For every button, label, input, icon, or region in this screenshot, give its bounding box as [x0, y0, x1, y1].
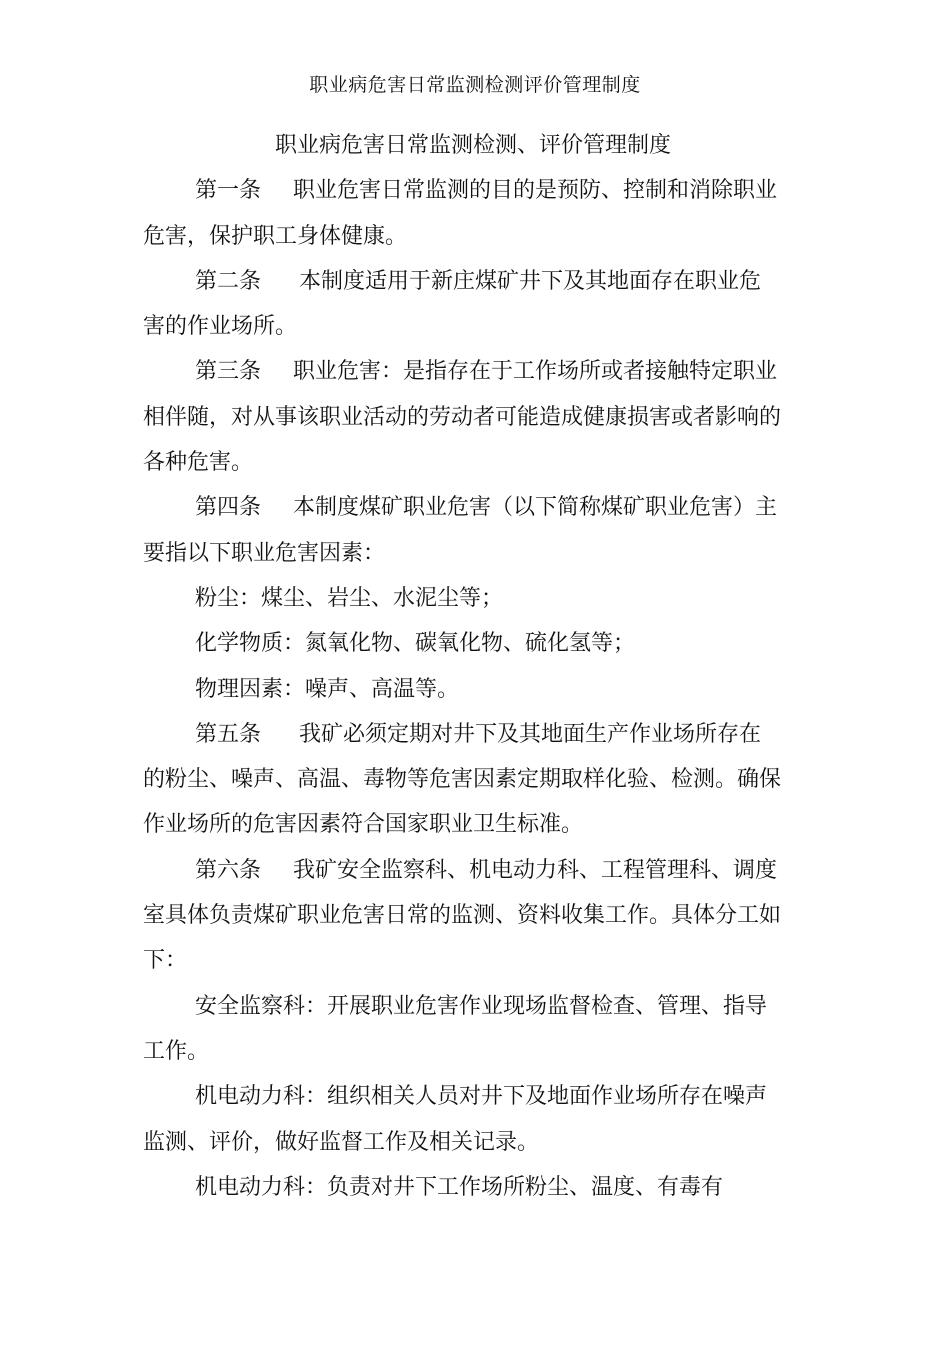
article-text: 职业危害日常监测的目的是预防、控制和消除职业危害，保护职工身体健康。 — [143, 178, 778, 249]
article-5 — [143, 712, 783, 848]
article-3 — [143, 349, 783, 485]
paragraph-text: 机电动力科：负责对井下工作场所粉尘、温度、有毒有 — [195, 1174, 724, 1200]
document-body — [143, 123, 783, 1210]
article-4 — [143, 485, 783, 576]
factor-chemical — [143, 621, 783, 666]
duty-safety-dept — [143, 984, 783, 1075]
paragraph-text: 化学物质：氮氧化物、碳氧化物、硫化氢等； — [195, 631, 636, 657]
duty-electromech-dept-noise — [143, 1074, 783, 1165]
article-1 — [143, 168, 783, 259]
paragraph-text: 安全监察科：开展职业危害作业现场监督检查、管理、指导工作。 — [143, 993, 768, 1064]
article-text: 本制度煤矿职业危害（以下简称煤矿职业危害）主要指以下职业危害因素： — [143, 495, 778, 566]
document-title: 职业病危害日常监测检测、评价管理制度 — [274, 133, 671, 158]
article-2 — [143, 259, 783, 350]
duty-electromech-dept-dust — [143, 1165, 783, 1210]
article-label: 第一条 — [195, 178, 262, 204]
running-header: 职业病危害日常监测检测评价管理制度 — [309, 74, 641, 96]
article-6 — [143, 848, 783, 984]
article-text: 职业危害：是指存在于工作场所或者接触特定职业相伴随，对从事该职业活动的劳动者可能造成健康损害或者影响的各种危害。 — [143, 359, 782, 476]
article-text: 我矿必须定期对井下及其地面生产作业场所存在的粉尘、噪声、高温、毒物等危害因素定期取样化验、检测。确保作业场所的危害因素符合国家职业卫生标准。 — [143, 721, 782, 838]
paragraph-text: 机电动力科：组织相关人员对井下及地面作业场所存在噪声监测、评价，做好监督工作及相关记录。 — [143, 1084, 768, 1155]
factor-physical — [143, 667, 783, 712]
article-label: 第四条 — [195, 495, 262, 521]
paragraph-text: 物理因素：噪声、高温等。 — [195, 676, 460, 702]
paragraph-text: 粉尘：煤尘、岩尘、水泥尘等； — [195, 585, 504, 611]
article-text: 本制度适用于新庄煤矿井下及其地面存在职业危害的作业场所。 — [143, 268, 762, 340]
article-label: 第三条 — [195, 359, 262, 385]
factor-dust — [143, 576, 783, 621]
article-text: 我矿安全监察科、机电动力科、工程管理科、调度室具体负责煤矿职业危害日常的监测、资料收集工作。具体分工如下： — [143, 857, 782, 974]
article-label: 第五条 — [195, 721, 262, 747]
article-label: 第六条 — [195, 857, 262, 883]
article-label: 第二条 — [195, 268, 262, 294]
